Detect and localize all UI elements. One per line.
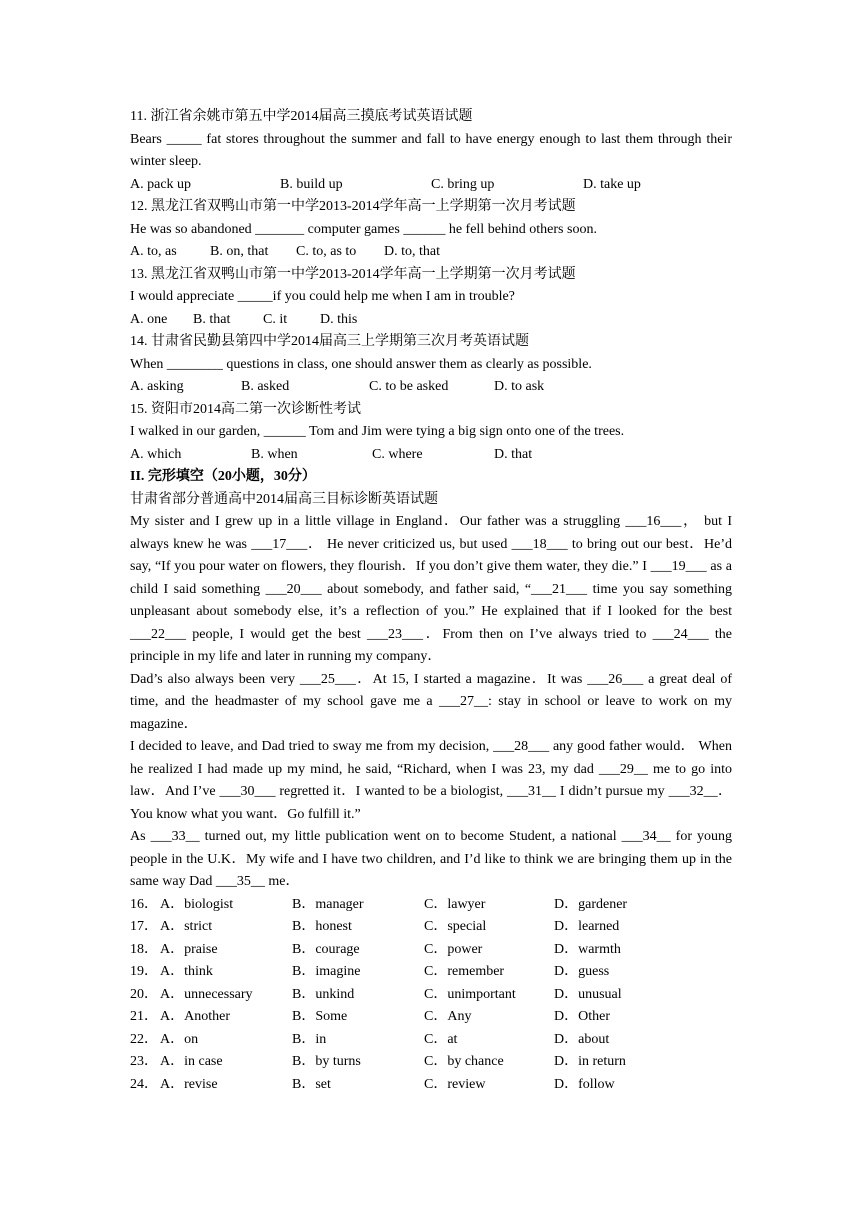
option-b: B．unkind	[292, 986, 355, 1002]
question-text: I walked in our garden, ______ Tom and Jim were tying a big sign onto one of the trees.	[130, 424, 625, 439]
option-d: D．unusual	[554, 986, 622, 1002]
option-a: A．in case	[160, 1054, 223, 1069]
question-options	[130, 241, 732, 264]
option-b: B. asked	[241, 379, 290, 394]
question-options	[130, 309, 732, 332]
cloze-option-row	[130, 1051, 732, 1074]
option-c: C．review	[424, 1076, 486, 1092]
cloze-number: 24．	[130, 1076, 158, 1092]
passage-paragraph-2: Dad’s also always been very ___25___．At 15, I started a magazine．It was ___26___ a great deal of time, and the headmaster of my school gave me a ___27__: stay in school or leave to work on my magazine．	[130, 671, 732, 732]
option-a: A. asking	[130, 379, 184, 394]
question-options	[130, 174, 732, 197]
option-c: C. where	[372, 446, 423, 462]
question-source: 11. 浙江省余姚市第五中学2014届高三摸底考试英语试题	[130, 109, 473, 124]
question-13	[130, 264, 732, 332]
cloze-options	[130, 894, 732, 1097]
option-c: C．by chance	[424, 1054, 504, 1069]
question-12	[130, 196, 732, 264]
option-c: C. to be asked	[369, 379, 449, 394]
option-a: A. one	[130, 311, 168, 327]
passage-paragraph-3: I decided to leave, and Dad tried to sway me from my decision, ___28___ any good father would． When he realized I had made up my mind, he said, “Richard, when I was 23, my dad ___29__ me to go into law．And I’ve ___30___ regretted it．I wanted to be a biologist, ___31__ I didn’t pursue my ___32__．You know what you want．Go fulfill it.”	[130, 739, 732, 822]
option-b: B. on, that	[210, 244, 269, 259]
question-source: 15. 资阳市2014高二第一次诊断性考试	[130, 401, 361, 417]
passage-paragraph-1: My sister and I grew up in a little village in England．Our father was a struggling ___16___， but I always knew he was ___17___． He never criticized us, but used ___18___ to bring out our best．He’d say, “If you pour water on flowers, they flourish．If you don’t give them water, they die.” I ___19___ as a child I said something ___20___ about somebody, and father said, “___21___ time you say something unpleasant about somebody else, it’s a reflection of you.” He explained that if I looked for the best ___22___ people, I would get the best ___23___．From then on I’ve always tried to ___24___ the principle in my life and later in running my company．	[130, 514, 732, 664]
cloze-number: 23．	[130, 1054, 158, 1069]
option-d: D．learned	[554, 919, 620, 934]
cloze-number: 18．	[130, 941, 158, 957]
option-b: B．in	[292, 1031, 327, 1047]
question-source: 13. 黑龙江省双鸭山市第一中学2013-2014学年高一上学期第一次月考试题	[130, 266, 576, 282]
option-b: B. that	[193, 311, 231, 327]
question-options	[130, 376, 732, 399]
option-d: D. take up	[583, 176, 641, 192]
option-a: A．Another	[160, 1009, 230, 1024]
option-d: D．about	[554, 1031, 610, 1047]
option-c: C．at	[424, 1031, 458, 1047]
cloze-option-row	[130, 939, 732, 962]
option-c: C. to, as to	[296, 244, 357, 259]
cloze-option-row	[130, 916, 732, 939]
option-b: B．Some	[292, 1009, 348, 1024]
option-a: A. which	[130, 446, 182, 462]
option-d: D．follow	[554, 1076, 615, 1092]
option-a: A. to, as	[130, 244, 177, 259]
option-b: B．courage	[292, 941, 360, 957]
option-a: A．praise	[160, 941, 218, 957]
option-d: D．Other	[554, 1009, 610, 1024]
option-d: D. to, that	[384, 244, 440, 259]
option-a: A. pack up	[130, 176, 192, 192]
question-text: When ________ questions in class, one should answer them as clearly as possible.	[130, 356, 592, 372]
section-heading: II. 完形填空（20小题，30分）	[130, 469, 316, 484]
option-c: C．lawyer	[424, 896, 486, 912]
cloze-number: 22．	[130, 1031, 158, 1047]
question-source: 14. 甘肃省民勤县第四中学2014届高三上学期第三次月考英语试题	[130, 334, 529, 349]
option-d: D．warmth	[554, 941, 621, 957]
option-a: A．on	[160, 1031, 199, 1047]
option-c: C．unimportant	[424, 986, 516, 1002]
question-14	[130, 331, 732, 399]
cloze-number: 20．	[130, 986, 158, 1002]
cloze-option-row	[130, 894, 732, 917]
cloze-option-row	[130, 1006, 732, 1029]
question-11	[130, 106, 732, 196]
option-d: D. this	[320, 311, 358, 327]
cloze-option-row	[130, 1029, 732, 1052]
option-b: B．imagine	[292, 964, 361, 979]
option-c: C．special	[424, 919, 487, 934]
section-source: 甘肃省部分普通高中2014届高三目标诊断英语试题	[130, 491, 438, 507]
cloze-option-row	[130, 984, 732, 1007]
option-a: A．think	[160, 964, 213, 979]
question-15	[130, 399, 732, 467]
option-d: D．guess	[554, 964, 610, 979]
option-c: C．remember	[424, 964, 505, 979]
cloze-number: 21．	[130, 1009, 158, 1024]
cloze-number: 17．	[130, 919, 158, 934]
option-d: D．gardener	[554, 896, 628, 912]
option-b: B. when	[251, 446, 298, 462]
question-options	[130, 444, 732, 467]
option-d: D．in return	[554, 1054, 626, 1069]
option-b: B．set	[292, 1076, 331, 1092]
question-text: I would appreciate _____if you could help me when I am in trouble?	[130, 289, 515, 304]
option-a: A．revise	[160, 1076, 218, 1092]
question-source: 12. 黑龙江省双鸭山市第一中学2013-2014学年高一上学期第一次月考试题	[130, 199, 576, 214]
option-d: D. that	[494, 446, 533, 462]
option-c: C. it	[263, 311, 288, 327]
option-c: C．Any	[424, 1009, 472, 1024]
cloze-number: 19．	[130, 964, 158, 979]
document-page	[130, 106, 732, 1096]
cloze-option-row	[130, 1074, 732, 1097]
question-text: Bears _____ fat stores throughout the summer and fall to have energy enough to last them through their winter sleep.	[130, 131, 732, 169]
option-b: B. build up	[280, 176, 343, 192]
passage-paragraph-4: As ___33__ turned out, my little publication went on to become Student, a national ___34__ for young people in the U.K．My wife and I have two children, and I’d like to think we are bringing them up in the same way Dad ___35__ me．	[130, 829, 732, 889]
option-a: A．unnecessary	[160, 986, 253, 1002]
option-b: B．manager	[292, 896, 364, 912]
cloze-option-row	[130, 961, 732, 984]
option-c: C．power	[424, 941, 483, 957]
option-b: B．by turns	[292, 1054, 361, 1069]
cloze-number: 16．	[130, 896, 158, 912]
option-a: A．biologist	[160, 896, 234, 912]
option-d: D. to ask	[494, 379, 545, 394]
question-text: He was so abandoned _______ computer games ______ he fell behind others soon.	[130, 221, 597, 237]
option-b: B．honest	[292, 919, 352, 934]
option-a: A．strict	[160, 919, 213, 934]
option-c: C. bring up	[431, 176, 495, 192]
